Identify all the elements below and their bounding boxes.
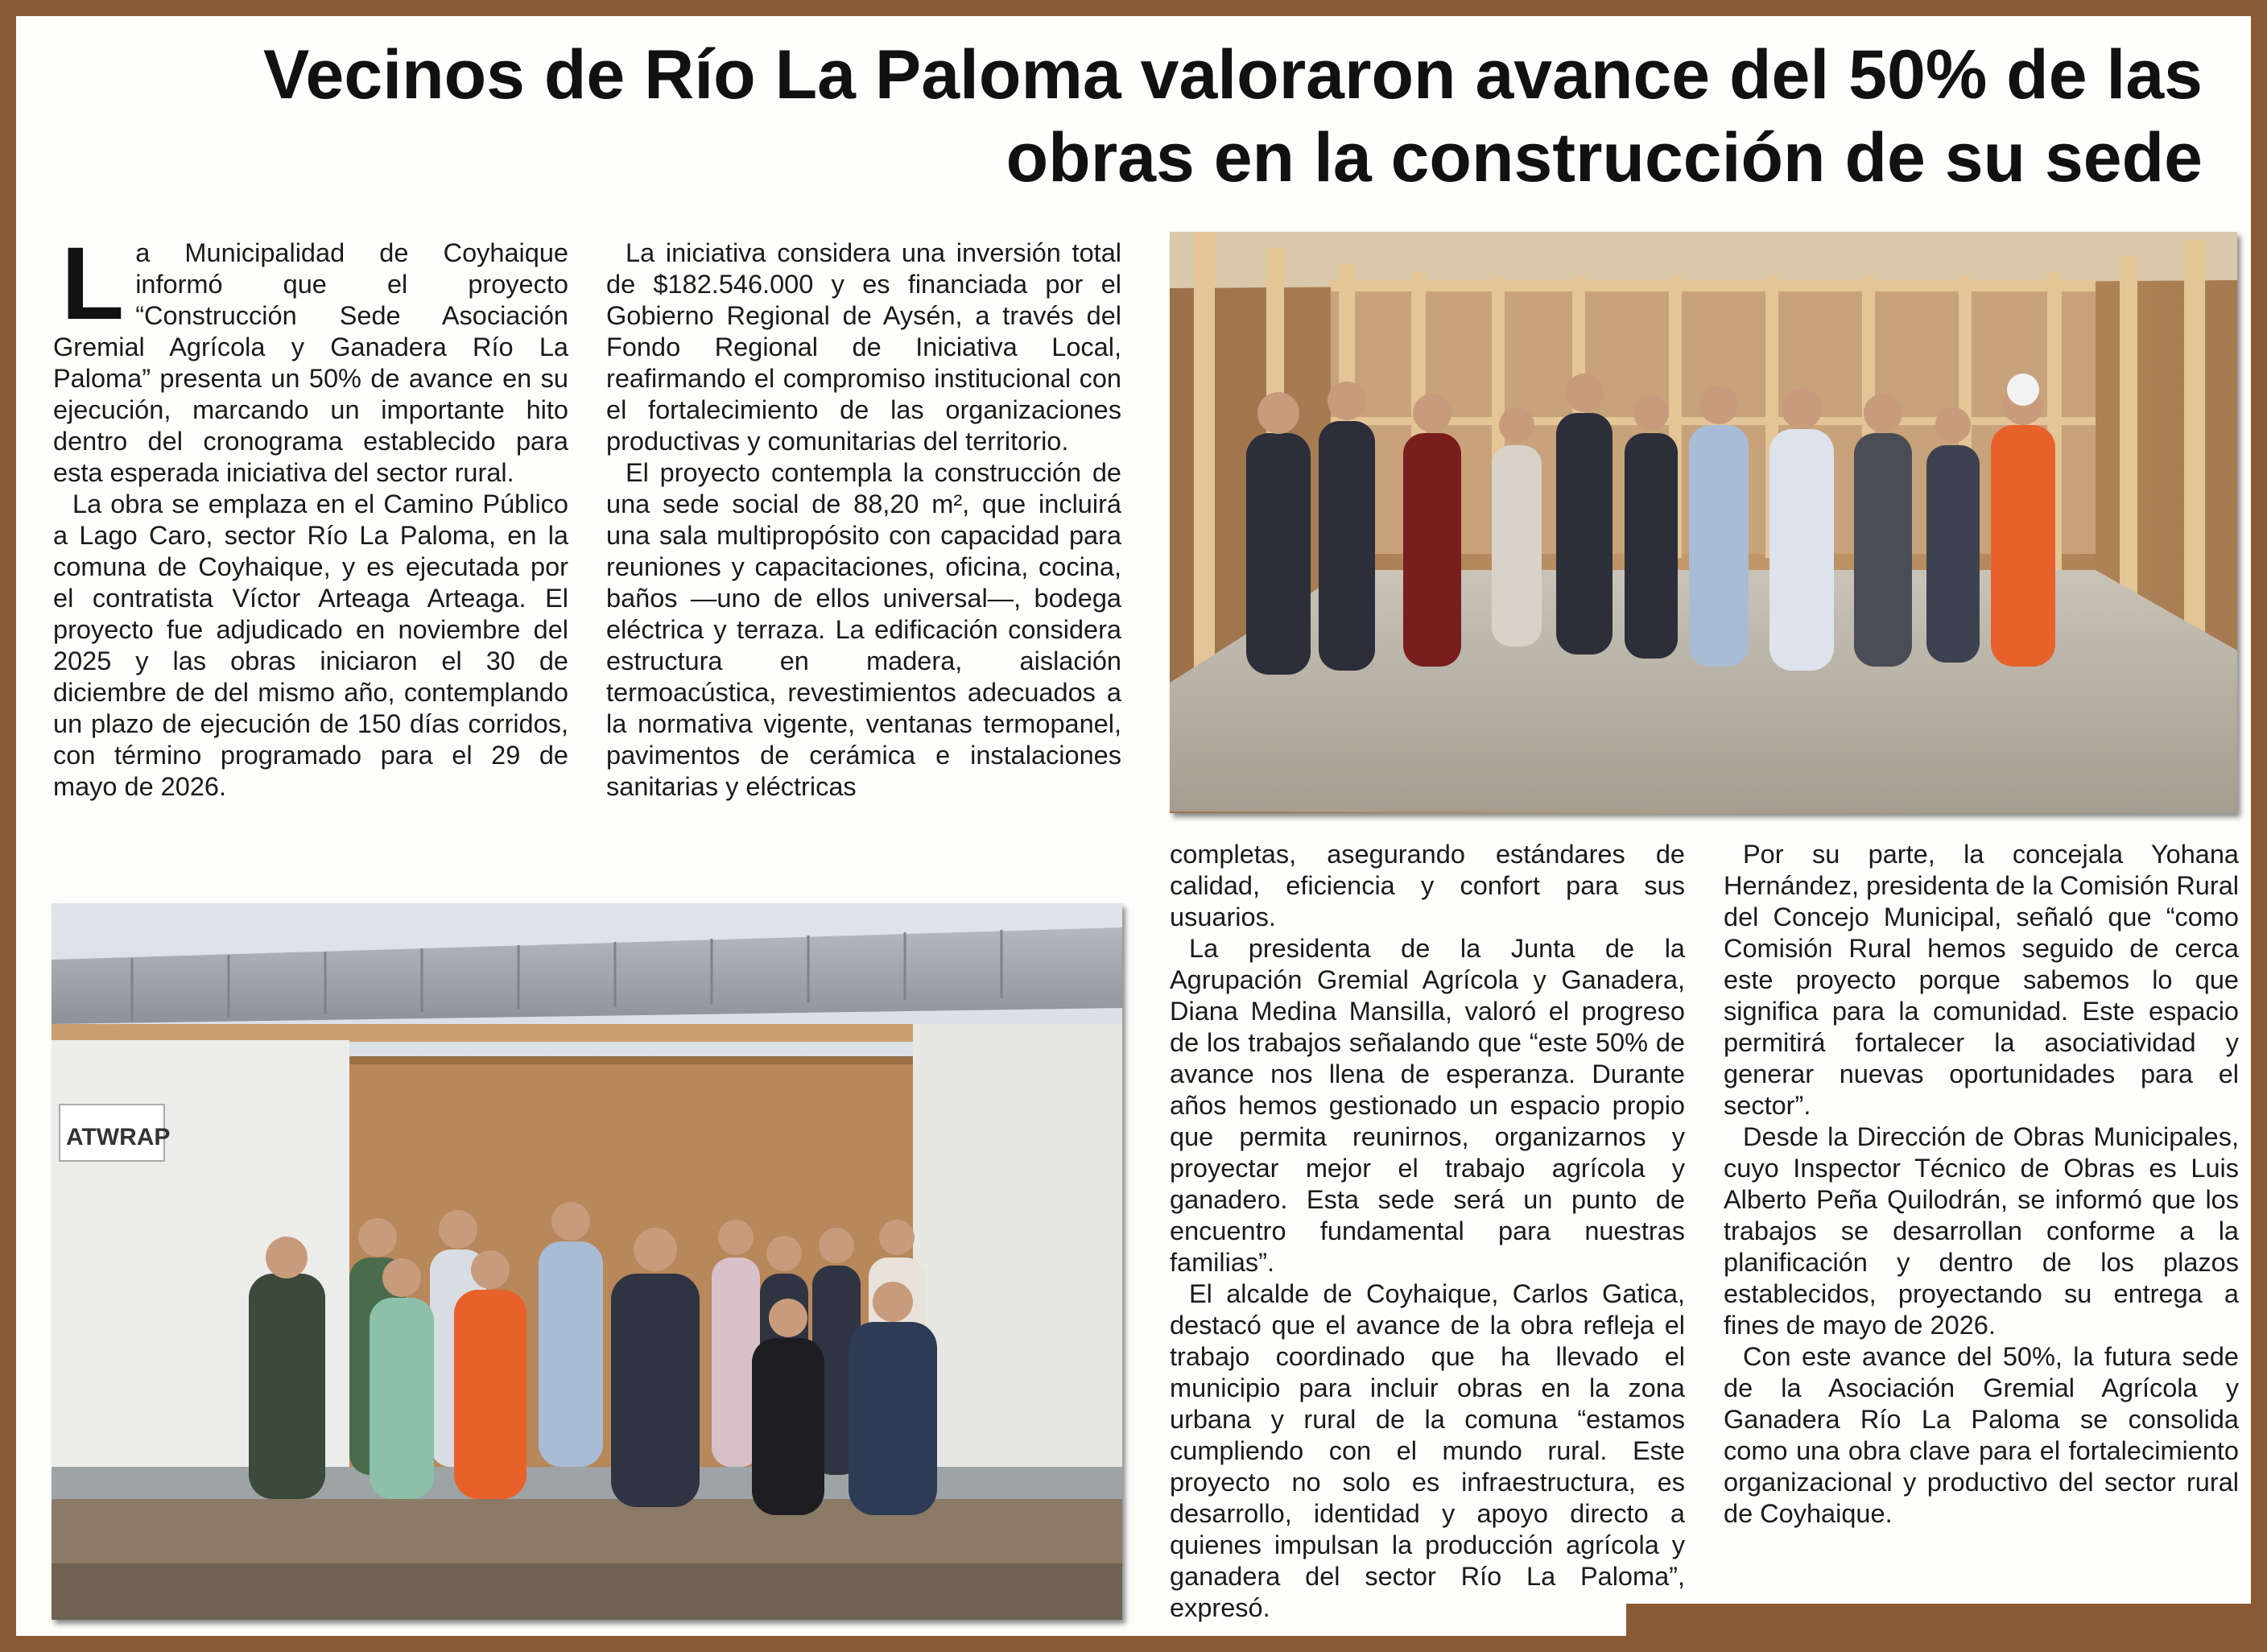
paragraph: Por su parte, la concejala Yohana Hernández, presidenta de la Comisión Rural del Concejo Municipal, señaló que “como Comisión Rural hemos seguido de cerca este proyecto porque sabemos lo que significa para la comunidad. Este espacio permitirá fortalecer la asociatividad y generar nuevas oportunidades para el sector”. — [1724, 840, 2239, 1120]
paragraph: La iniciativa considera una inversión total de $182.546.000 y es financiada por el Gobierno Regional de Aysén, a través del Fondo Regional de Iniciativa Local, reafirmando el compromiso institucional con el fortalecimiento de las organizaciones productivas y comunitarias del territorio. — [606, 238, 1121, 456]
headline-line-1: Vecinos de Río La Paloma valoraron avance del 50% de las — [262, 36, 2203, 114]
paragraph: Con este avance del 50%, la futura sede de la Asociación Gremial Agrícola y Ganadera Río La Paloma se consolida como una obra clave para el fortalecimiento organizacional y productivo del sector rural de Coyhaique. — [1724, 1342, 2239, 1528]
headline-line-2: obras en la construcción de su sede — [1005, 119, 2203, 196]
photo-interior-construction — [1170, 232, 2237, 813]
paragraph: El alcalde de Coyhaique, Carlos Gatica, destacó que el avance de la obra refleja el trabajo coordinado que ha llevado el municipio para incluir obras en la zona urbana y rural de la comuna “estamos cumpliendo con el mundo rural. Este proyecto no solo es infraestructura, es desarrollo, identidad y apoyo directo a quienes impulsan la producción agrícola y ganadera del sector Río La Paloma”, expresó. — [1170, 1279, 1685, 1622]
article-column-3 — [1170, 839, 1685, 1628]
paragraph: La obra se emplaza en el Camino Público a Lago Caro, sector Río La Paloma, en la comuna de Coyhaique, y es ejecutada por el contratista Víctor Arteaga Arteaga. El proyecto fue adjudicado en noviembre del 2025 y las obras iniciaron el 30 de diciembre de del mismo año, contemplando un plazo de ejecución de 150 días corridos, con término programado para el 29 de mayo de 2026. — [53, 489, 568, 801]
photo-interior-construction-image — [1170, 232, 2237, 813]
article-column-2 — [606, 237, 1121, 865]
footer-accent-bar — [1626, 1604, 2251, 1652]
paragraph: El proyecto contempla la construcción de una sede social de 88,20 m², que incluirá una sala multipropósito con capacidad para reuniones y capacitaciones, oficina, cocina, baños —uno de ellos universal—, bodega eléctrica y terraza. La edificación considera estructura en madera, aislación termoacústica, revestimientos adecuados a la normativa vigente, ventanas termopanel, pavimentos de cerámica e instalaciones sanitarias y eléctricas — [606, 458, 1121, 801]
paragraph — [53, 226, 568, 489]
headline — [29, 34, 2203, 200]
article-column-4 — [1724, 839, 2239, 1563]
photo-exterior-building-image — [52, 903, 1122, 1620]
paragraph: La presidenta de la Junta de la Agrupación Gremial Agrícola y Ganadera, Diana Medina Mansilla, valoró el progreso de los trabajos señalando que “este 50% de avance nos llena de esperanza. Durante años hemos gestionado un espacio propio que permita reunirnos, organizarnos y proyectar mejor el trabajo agrícola y ganadero. Esta sede será un punto de encuentro fundamental para nuestras familias”. — [1170, 934, 1685, 1277]
article-column-1 — [53, 226, 568, 873]
paragraph-text: a Municipalidad de Coyhaique informó que el proyecto “Construcción Sede Asociación Gremial Agrícola y Ganadera Río La Paloma” presenta un 50% de avance en su ejecución, marcando un importante hito dentro del cronograma establecido para esta esperada iniciativa del sector rural. — [53, 238, 568, 487]
photo-exterior-building — [52, 903, 1122, 1620]
drop-cap: L — [61, 226, 125, 341]
paragraph: Desde la Dirección de Obras Municipales, cuyo Inspector Técnico de Obras es Luis Alberto Peña Quilodrán, se informó que los trabajos se desarrollan conforme a la planificación y dentro de los plazos establecidos, proyectando su entrega a fines de mayo de 2026. — [1724, 1122, 2239, 1340]
paragraph: completas, asegurando estándares de calidad, eficiencia y confort para sus usuarios. — [1170, 840, 1685, 931]
housewrap-sign: ATWRAP — [66, 1124, 171, 1150]
